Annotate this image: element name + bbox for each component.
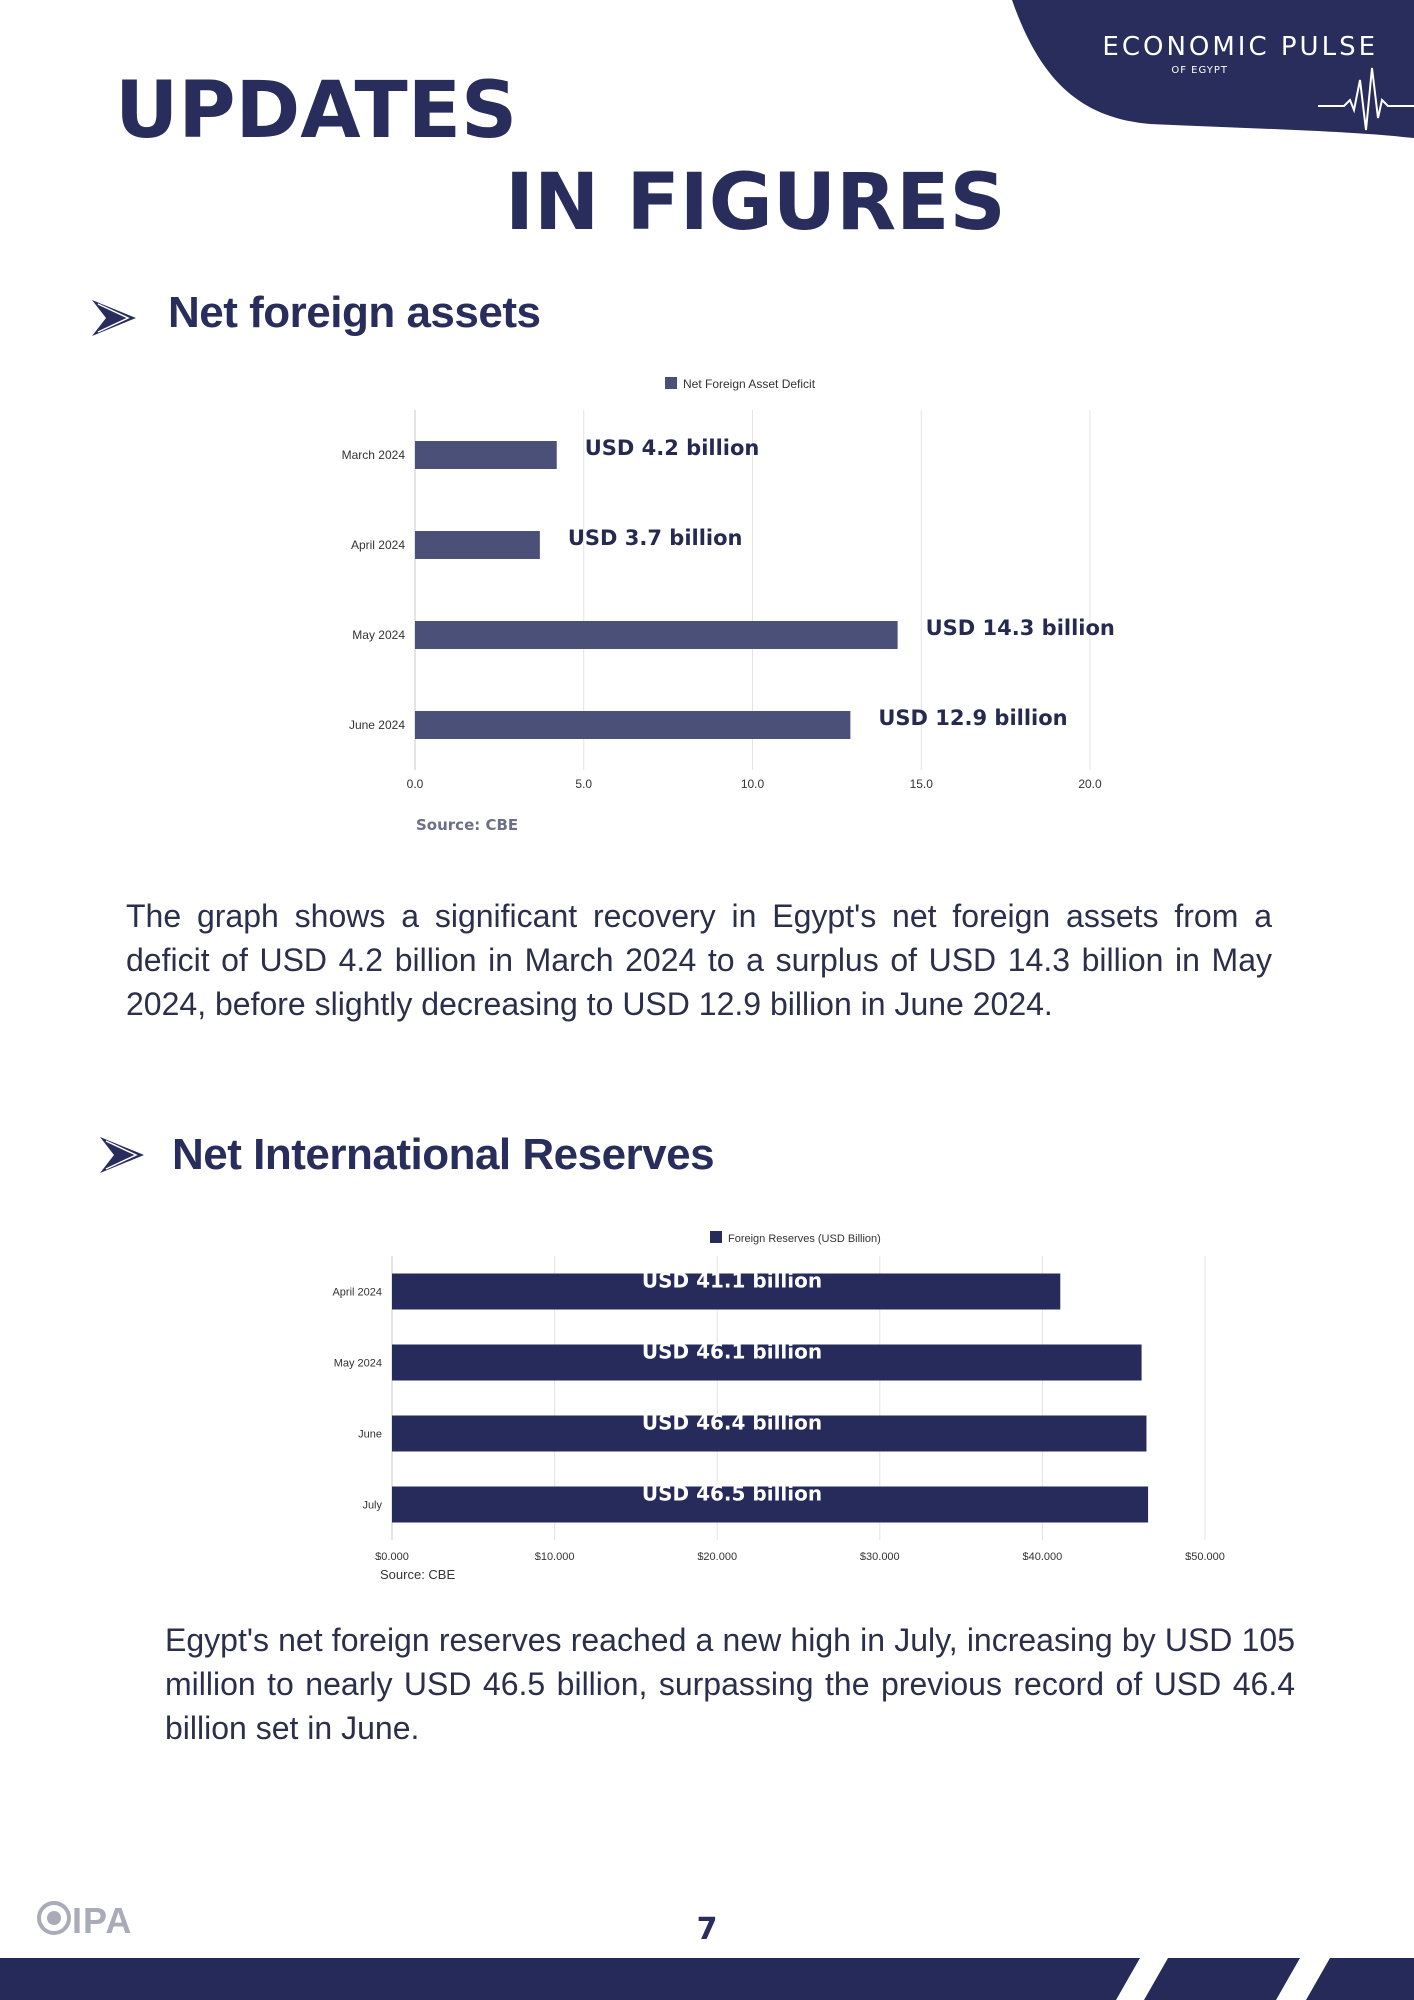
net-international-reserves-paragraph: Egypt's net foreign reserves reached a new high in July, increasing by USD 105 million to nearly USD 46.5 billion, surpassing the previous record of USD 46.4 billion set in June. (165, 1622, 1295, 1746)
page-number: 7 (696, 1912, 718, 1947)
category-label: July (362, 1499, 382, 1512)
legend-swatch (665, 377, 677, 389)
arrow-bullet-icon (92, 298, 136, 338)
chart-2-source: Source: CBE (380, 1567, 456, 1582)
x-tick-label: 10.0 (740, 777, 765, 791)
data-label: USD 46.1 billion (641, 1339, 823, 1364)
chart-1-source: Source: CBE (416, 816, 519, 834)
ipa-logo-text: IPA (72, 1900, 133, 1941)
x-tick-label: $0.000 (375, 1551, 409, 1560)
net-international-reserves-chart (300, 1220, 1260, 1560)
net-foreign-assets-paragraph: The graph shows a significant recovery in Egypt's net foreign assets from a deficit of USD 4.2 billion in March 2024 to a surplus of USD 14.3 billion in May 2024, before slightly decreasing to USD 12.9 billion in June 2024. (126, 898, 1272, 1022)
heartbeat-pulse-icon (1318, 60, 1414, 132)
category-label: May 2024 (333, 1357, 382, 1370)
bar (415, 531, 540, 559)
bar (415, 711, 850, 739)
data-label: USD 4.2 billion (584, 436, 760, 460)
x-tick-label: $20.000 (697, 1551, 738, 1560)
legend-swatch (710, 1231, 722, 1243)
net-foreign-assets-chart (300, 370, 1200, 840)
x-tick-label: $30.000 (859, 1551, 900, 1560)
section-heading-net-international-reserves: Net International Reserves (172, 1130, 715, 1179)
x-tick-label: 15.0 (909, 777, 933, 791)
x-tick-label: $40.000 (1022, 1551, 1063, 1560)
data-label: USD 3.7 billion (567, 526, 743, 550)
category-label: May 2024 (352, 628, 405, 642)
data-label: USD 14.3 billion (925, 616, 1115, 640)
category-label: April 2024 (350, 538, 405, 552)
brand-title: ECONOMIC PULSE (1102, 32, 1378, 62)
category-label: April 2024 (332, 1286, 382, 1299)
data-label: USD 46.4 billion (641, 1410, 823, 1435)
category-label: June 2024 (348, 718, 405, 732)
x-tick-label: 5.0 (575, 777, 593, 791)
data-label: USD 41.1 billion (641, 1268, 823, 1293)
arrow-bullet-icon (100, 1135, 144, 1175)
brand-subtitle: OF EGYPT (1171, 65, 1228, 76)
legend-label: Net Foreign Asset Deficit (683, 377, 816, 391)
category-label: March 2024 (341, 448, 405, 462)
bar (415, 621, 898, 649)
x-tick-label: 0.0 (406, 777, 424, 791)
x-tick-label: $10.000 (534, 1551, 575, 1560)
x-tick-label: 20.0 (1078, 777, 1102, 791)
footer-bar (0, 1958, 1414, 2000)
page-title-line-1: UPDATES (115, 66, 518, 156)
data-label: USD 12.9 billion (878, 706, 1068, 730)
legend-label: Foreign Reserves (USD Billion) (728, 1233, 881, 1245)
x-tick-label: $50.000 (1185, 1551, 1225, 1560)
bar (415, 441, 557, 469)
page-title-line-2: IN FIGURES (505, 158, 1006, 248)
data-label: USD 46.5 billion (641, 1481, 823, 1506)
section-heading-net-foreign-assets: Net foreign assets (168, 288, 541, 337)
category-label: June (358, 1428, 382, 1441)
